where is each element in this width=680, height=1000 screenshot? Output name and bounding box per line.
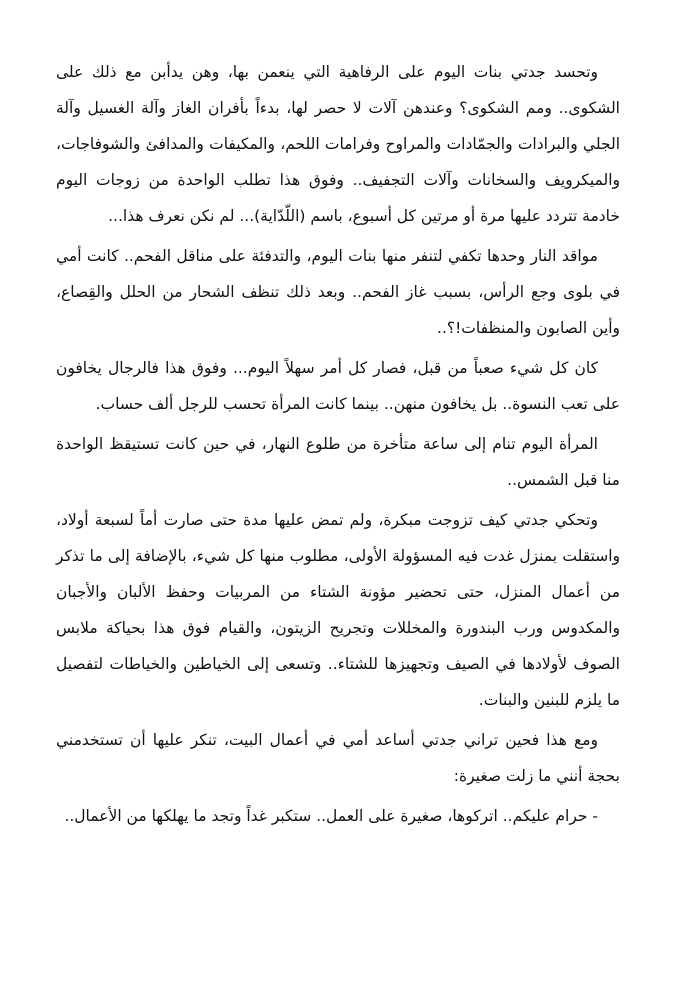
paragraph-6: ومع هذا فحين تراني جدتي أساعد أمي في أعمال البيت، تنكر عليها أن تستخدمني بحجة أنني ما زلت صغيرة: xyxy=(56,731,620,785)
article-body xyxy=(56,54,620,834)
paragraph-2: مواقد النار وحدها تكفي لتنفر منها بنات اليوم، والتدفئة على مناقل الفحم.. كانت أمي في بلوى وجع الرأس، بسبب غاز الفحم.. وبعد ذلك تنظف الشحار من الحلل والقِصاع، وأين الصابون والمنظفات!؟.. xyxy=(56,247,620,337)
paragraph-3: كان كل شيء صعباً من قبل، فصار كل أمر سهلاً اليوم... وفوق هذا فالرجال يخافون على تعب النسوة.. بل يخافون منهن.. بينما كانت المرأة تحسب للرجل ألف حساب. xyxy=(56,359,620,413)
paragraph-7: - حرام عليكم.. اتركوها، صغيرة على العمل.. ستكبر غداً وتجد ما يهلكها من الأعمال.. xyxy=(64,807,598,825)
paragraph-4: المرأة اليوم تنام إلى ساعة متأخرة من طلوع النهار، في حين كانت تستيقظ الواحدة منا قبل الشمس.. xyxy=(56,435,620,489)
paragraph-5: وتحكي جدتي كيف تزوجت مبكرة، ولم تمض عليها مدة حتى صارت أماً لسبعة أولاد، واستقلت بمنزل غدت فيه المسؤولة الأولى، مطلوب منها كل شيء، بالإضافة إلى ما تذكر من أعمال المنزل، حتى تحضير مؤونة الشتاء من المربيات وحفظ الألبان والأجبان والمكدوس ورب البندورة والمخللات وتجريح الزيتون، والقيام فوق هذا بحياكة ملابس الصوف لأولادها في الصيف وتجهيزها للشتاء.. وتسعى إلى الخياطين والخياطات لتفصيل ما يلزم للبنين والبنات. xyxy=(56,511,620,709)
paragraph-1: وتحسد جدتي بنات اليوم على الرفاهية التي ينعمن بها، وهن يدأبن مع ذلك على الشكوى.. ومم الشكوى؟ وعندهن آلات لا حصر لها، بدءاً بأفران الغاز وآلة الغسيل وآلة الجلي والبرادات والجمّادات والمراوح وفرامات اللحم، والمكيفات والمدافئ والشوفاجات، والميكرويف والسخانات وآلات التجفيف.. وفوق هذا تطلب الواحدة من زوجات اليوم خادمة تتردد عليها مرة أو مرتين كل أسبوع، باسم (اللّدّاية)... لم نكن نعرف هذا... xyxy=(56,63,620,225)
